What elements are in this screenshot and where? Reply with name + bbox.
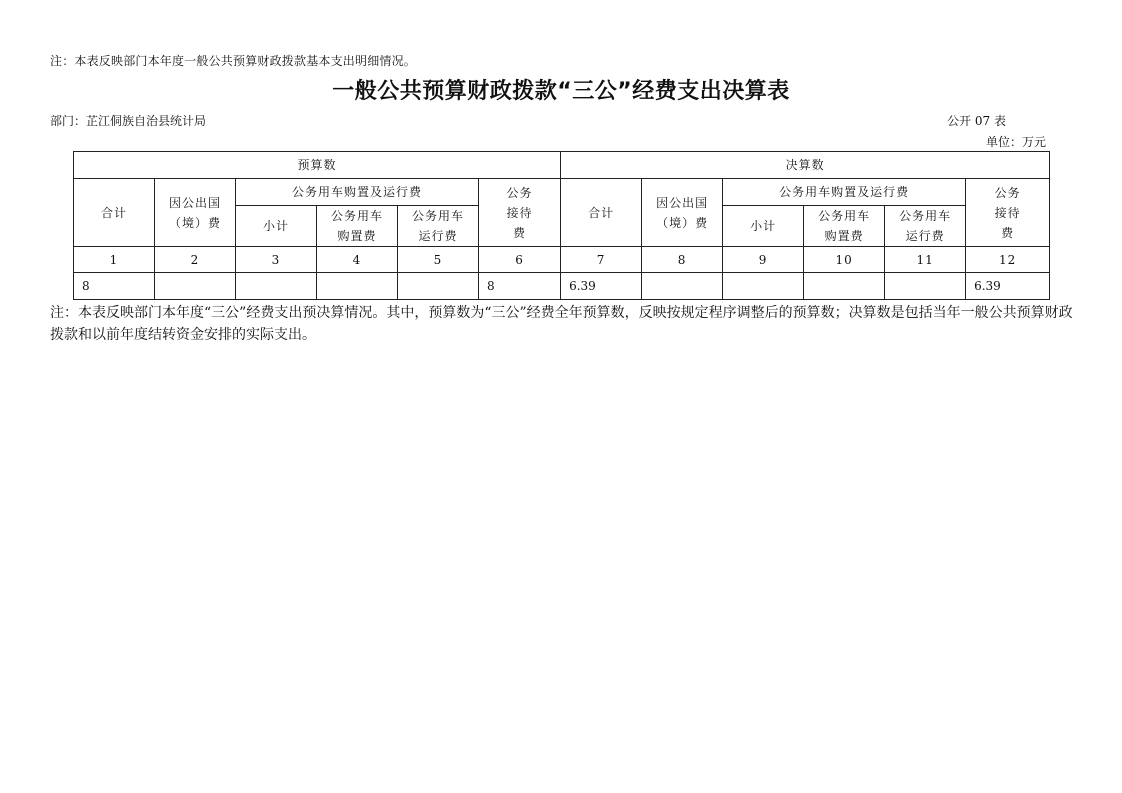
column-number: 12 bbox=[966, 247, 1050, 273]
department-label: 部门：芷江侗族自治县统计局 bbox=[50, 114, 207, 128]
final-reception-header: 公务接待费 bbox=[966, 179, 1050, 247]
final-reception-value: 6.39 bbox=[966, 273, 1050, 300]
footer-note: 注：本表反映部门本年度“三公”经费支出预决算情况。其中，预算数为“三公”经费全年预算数，反映按规定程序调整后的预算数；决算数是包括当年一般公共预算财政拨款和以前年度结转资金安排的实际支出。 bbox=[50, 305, 1073, 343]
column-number: 3 bbox=[236, 247, 317, 273]
final-abroad-header: 因公出国（境）费 bbox=[642, 179, 723, 247]
budget-reception-header: 公务接待费 bbox=[479, 179, 561, 247]
budget-abroad-value bbox=[155, 273, 236, 300]
final-vehicle-purchase-value bbox=[804, 273, 885, 300]
column-number: 10 bbox=[804, 247, 885, 273]
column-number: 8 bbox=[642, 247, 723, 273]
final-abroad-value bbox=[642, 273, 723, 300]
header-row-columns bbox=[74, 179, 1050, 206]
page-title: 一般公共预算财政拨款“三公”经费支出决算表 bbox=[332, 79, 790, 104]
budget-total-value: 8 bbox=[74, 273, 155, 300]
budget-total-header: 合计 bbox=[74, 179, 155, 247]
final-subtotal-header: 小计 bbox=[723, 206, 804, 247]
budget-vehicle-operation-value bbox=[398, 273, 479, 300]
budget-vehicle-purchase-header: 公务用车购置费 bbox=[317, 206, 398, 247]
column-number: 1 bbox=[74, 247, 155, 273]
budget-abroad-header: 因公出国（境）费 bbox=[155, 179, 236, 247]
three-public-expenses-table bbox=[73, 151, 1050, 300]
final-subtotal-value bbox=[723, 273, 804, 300]
budget-subtotal-header: 小计 bbox=[236, 206, 317, 247]
final-vehicle-purchase-header: 公务用车购置费 bbox=[804, 206, 885, 247]
budget-subtotal-value bbox=[236, 273, 317, 300]
final-group-header: 决算数 bbox=[561, 152, 1050, 179]
column-number: 11 bbox=[885, 247, 966, 273]
column-number: 7 bbox=[561, 247, 642, 273]
column-number-row bbox=[74, 247, 1050, 273]
column-number: 6 bbox=[479, 247, 561, 273]
final-vehicle-group-header: 公务用车购置及运行费 bbox=[723, 179, 966, 206]
final-total-header: 合计 bbox=[561, 179, 642, 247]
top-note: 注：本表反映部门本年度一般公共预算财政拨款基本支出明细情况。 bbox=[50, 54, 417, 68]
form-number: 公开 07 表 bbox=[947, 114, 1006, 128]
budget-reception-value: 8 bbox=[479, 273, 561, 300]
final-vehicle-operation-header: 公务用车运行费 bbox=[885, 206, 966, 247]
column-number: 2 bbox=[155, 247, 236, 273]
unit-label: 单位：万元 bbox=[985, 135, 1046, 149]
budget-group-header: 预算数 bbox=[74, 152, 561, 179]
budget-vehicle-group-header: 公务用车购置及运行费 bbox=[236, 179, 479, 206]
column-number: 5 bbox=[398, 247, 479, 273]
header-row-group bbox=[74, 152, 1050, 179]
column-number: 4 bbox=[317, 247, 398, 273]
budget-vehicle-purchase-value bbox=[317, 273, 398, 300]
budget-vehicle-operation-header: 公务用车运行费 bbox=[398, 206, 479, 247]
final-total-value: 6.39 bbox=[561, 273, 642, 300]
final-vehicle-operation-value bbox=[885, 273, 966, 300]
column-number: 9 bbox=[723, 247, 804, 273]
table-row bbox=[74, 273, 1050, 300]
